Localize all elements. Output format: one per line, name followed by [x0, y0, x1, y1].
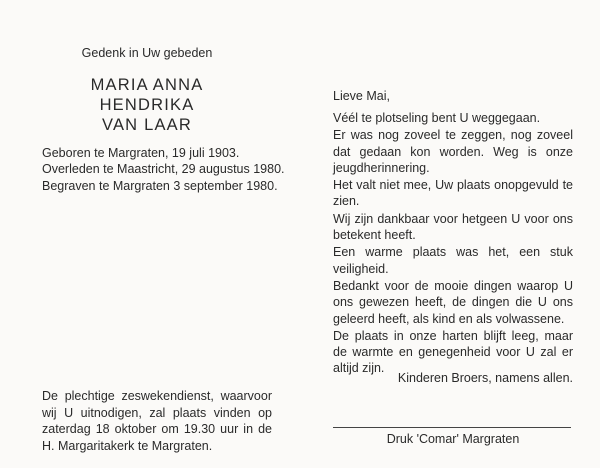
letter-signoff: Kinderen Broers, namens allen.: [397, 371, 573, 385]
letter-paragraph: Een warme plaats was het, een stuk veiligheid.: [333, 245, 573, 276]
letter-paragraph: Véél te plotseling bent U weggegaan.: [333, 111, 541, 125]
died-line: Overleden te Maastricht, 29 augustus 1980.: [42, 162, 285, 177]
name-second-line: VAN LAAR: [102, 116, 192, 134]
letter-paragraph: Wij zijn dankbaar voor hetgeen U voor ons betekent heeft.: [333, 211, 573, 243]
letter-body: [333, 110, 573, 378]
letter-greeting: Lieve Mai,: [333, 89, 390, 103]
prayer-request: Gedenk in Uw gebeden: [81, 46, 213, 60]
born-line: Geboren te Margraten, 19 juli 1903.: [42, 146, 240, 160]
name-first-line: MARIA ANNA HENDRIKA: [90, 76, 204, 114]
letter-paragraph: Bedankt voor de mooie dingen waarop U ons gewezen heeft, de dingen die U ons geleerd heeft, als kind en als volwassene.: [333, 278, 573, 326]
buried-line: Begraven te Margraten 3 september 1980.: [42, 178, 278, 193]
printer-credit: Druk 'Comar' Margraten: [386, 432, 520, 446]
letter-paragraph: Het valt niet mee, Uw plaats onopgevuld te zien.: [333, 178, 573, 209]
letter-paragraph: De plaats in onze harten blijft leeg, maar de warmte en genegenheid voor U zal er altijd zijn.: [333, 328, 573, 376]
footer-divider: [333, 427, 571, 428]
life-dates: [42, 145, 285, 194]
memorial-service-notice: De plechtige zeswekendienst, waarvoor wij U uitnodigen, zal plaats vinden op zaterdag 18 oktober om 19.30 uur in de H. Margaritakerk te Margraten.: [42, 389, 272, 453]
deceased-name: [42, 75, 252, 135]
letter-paragraph: Er was nog zoveel te zeggen, nog zoveel dat gedaan kon worden. Weg is onze jeugdherinnering.: [333, 128, 573, 175]
